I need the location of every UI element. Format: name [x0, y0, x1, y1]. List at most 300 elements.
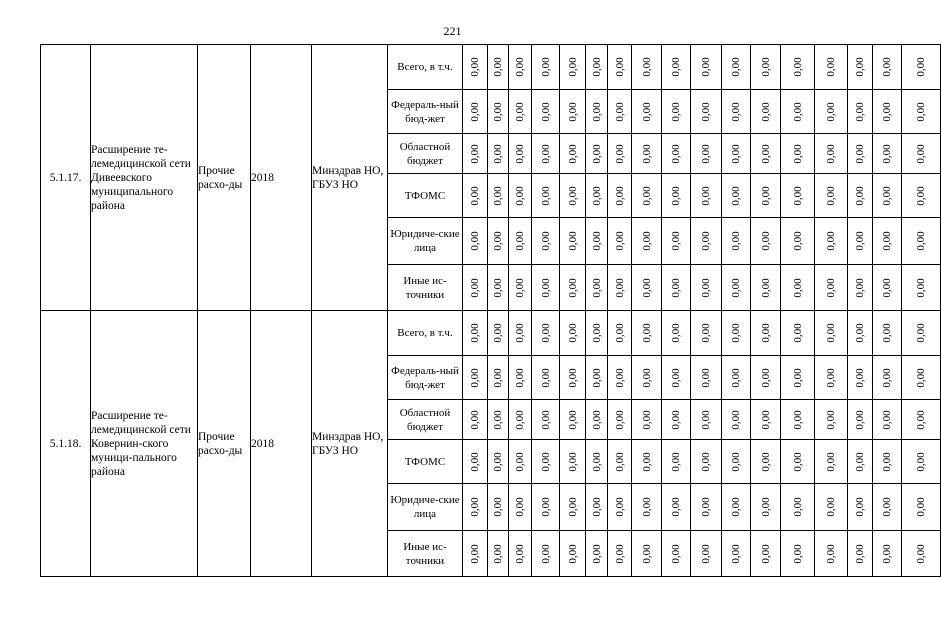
item-year: 2018 [251, 45, 312, 311]
value-text: 0,00 [670, 451, 682, 472]
value-cell [488, 90, 509, 134]
value-text: 0,00 [881, 409, 893, 430]
value-cell [662, 134, 691, 174]
value-text: 0,00 [469, 497, 481, 517]
value-cell [509, 356, 532, 400]
value-text: 0,00 [640, 231, 653, 251]
value-cell [848, 356, 873, 400]
value-text: 0,00 [640, 367, 653, 388]
value-text: 0,00 [670, 497, 682, 517]
value-cell [662, 174, 691, 218]
value-text: 0,00 [730, 409, 742, 430]
value-text: 0,00 [730, 101, 742, 122]
value-cell [662, 265, 691, 311]
value-cell [751, 265, 781, 311]
value-cell [560, 265, 586, 311]
value-text: 0,00 [791, 143, 804, 164]
value-cell [781, 356, 815, 400]
value-cell [873, 440, 902, 484]
value-cell [586, 174, 608, 218]
value-cell [848, 174, 873, 218]
value-text: 0,00 [539, 185, 552, 206]
value-text: 0,00 [469, 451, 481, 472]
value-cell [722, 440, 751, 484]
value-text: 0,00 [670, 231, 682, 251]
value-cell [560, 440, 586, 484]
value-cell [586, 356, 608, 400]
value-text: 0,00 [590, 185, 603, 206]
value-cell [902, 45, 941, 90]
value-cell [751, 531, 781, 577]
value-text: 0,00 [566, 543, 579, 564]
value-cell [632, 174, 662, 218]
value-cell [781, 400, 815, 440]
value-cell [632, 484, 662, 531]
value-cell [509, 218, 532, 265]
value-cell [781, 134, 815, 174]
expense-type: Прочие расхо-ды [198, 311, 251, 577]
value-text: 0,00 [613, 57, 626, 77]
value-text: 0,00 [590, 101, 603, 122]
value-cell [560, 356, 586, 400]
value-text: 0,00 [915, 323, 927, 343]
value-cell [662, 400, 691, 440]
value-cell [781, 311, 815, 356]
value-text: 0,00 [492, 543, 504, 564]
value-text: 0,00 [469, 101, 481, 122]
value-text: 0,00 [915, 143, 927, 164]
value-cell [632, 45, 662, 90]
value-cell [722, 265, 751, 311]
value-text: 0,00 [791, 543, 804, 564]
value-text: 0,00 [825, 277, 837, 298]
value-text: 0,00 [730, 323, 742, 343]
value-text: 0,00 [514, 323, 526, 343]
value-cell [532, 531, 560, 577]
value-cell [848, 311, 873, 356]
value-cell [632, 90, 662, 134]
value-text: 0,00 [539, 143, 552, 164]
value-cell [722, 90, 751, 134]
value-cell [815, 90, 848, 134]
value-text: 0,00 [514, 543, 526, 564]
value-cell [873, 174, 902, 218]
value-cell [848, 265, 873, 311]
value-cell [586, 265, 608, 311]
value-text: 0,00 [539, 543, 552, 564]
item-name: Расширение те-лемедицинской сети Дивеевского муниципального района [91, 45, 198, 311]
value-text: 0,00 [469, 143, 481, 164]
funding-source: ТФОМС [388, 174, 463, 218]
value-cell [722, 311, 751, 356]
value-cell [781, 265, 815, 311]
page-number: 221 [443, 24, 462, 38]
value-cell [815, 218, 848, 265]
value-cell [902, 484, 941, 531]
value-cell [751, 174, 781, 218]
value-text: 0,00 [469, 323, 481, 343]
value-cell [815, 484, 848, 531]
funding-source: Юридиче-ские лица [388, 484, 463, 531]
value-cell [488, 265, 509, 311]
value-text: 0,00 [613, 451, 626, 472]
value-cell [848, 218, 873, 265]
value-cell [815, 174, 848, 218]
value-text: 0,00 [566, 497, 579, 517]
value-text: 0,00 [539, 101, 552, 122]
value-cell [632, 265, 662, 311]
value-cell [463, 134, 488, 174]
value-text: 0,00 [854, 497, 866, 517]
value-text: 0,00 [791, 101, 804, 122]
value-text: 0,00 [566, 57, 579, 77]
value-cell [848, 90, 873, 134]
value-text: 0,00 [590, 451, 603, 472]
value-cell [586, 90, 608, 134]
value-cell [463, 174, 488, 218]
value-cell [463, 440, 488, 484]
value-cell [586, 45, 608, 90]
value-text: 0,00 [759, 231, 772, 251]
value-cell [815, 311, 848, 356]
value-cell [691, 311, 722, 356]
value-cell [848, 484, 873, 531]
value-cell [608, 45, 632, 90]
value-text: 0,00 [759, 101, 772, 122]
value-text: 0,00 [759, 57, 772, 77]
value-cell [509, 400, 532, 440]
value-text: 0,00 [700, 277, 712, 298]
value-cell [560, 400, 586, 440]
value-cell [691, 218, 722, 265]
value-text: 0,00 [640, 543, 653, 564]
value-text: 0,00 [700, 185, 712, 206]
value-cell [691, 531, 722, 577]
value-cell [532, 218, 560, 265]
value-text: 0,00 [670, 185, 682, 206]
value-cell [463, 45, 488, 90]
value-text: 0,00 [514, 451, 526, 472]
value-text: 0,00 [613, 497, 626, 517]
value-cell [873, 45, 902, 90]
value-cell [751, 356, 781, 400]
funding-source: Иные ис-точники [388, 265, 463, 311]
value-cell [815, 134, 848, 174]
value-text: 0,00 [670, 57, 682, 77]
value-cell [662, 218, 691, 265]
value-text: 0,00 [469, 277, 481, 298]
value-cell [848, 134, 873, 174]
value-cell [560, 218, 586, 265]
table-row [41, 311, 941, 356]
value-cell [509, 440, 532, 484]
value-cell [873, 400, 902, 440]
value-cell [691, 90, 722, 134]
funding-source: Юридиче-ские лица [388, 218, 463, 265]
value-text: 0,00 [566, 451, 579, 472]
value-cell [560, 174, 586, 218]
value-text: 0,00 [881, 451, 893, 472]
value-text: 0,00 [590, 143, 603, 164]
value-cell [873, 218, 902, 265]
value-text: 0,00 [514, 231, 526, 251]
value-cell [751, 134, 781, 174]
value-cell [532, 440, 560, 484]
value-text: 0,00 [590, 409, 603, 430]
value-cell [509, 311, 532, 356]
value-text: 0,00 [825, 143, 837, 164]
value-cell [691, 45, 722, 90]
value-text: 0,00 [854, 409, 866, 430]
value-cell [488, 134, 509, 174]
value-cell [608, 218, 632, 265]
value-cell [815, 45, 848, 90]
value-text: 0,00 [700, 409, 712, 430]
value-cell [608, 440, 632, 484]
value-text: 0,00 [854, 185, 866, 206]
value-text: 0,00 [730, 185, 742, 206]
value-cell [488, 531, 509, 577]
value-text: 0,00 [700, 101, 712, 122]
value-cell [488, 45, 509, 90]
value-text: 0,00 [825, 231, 837, 251]
value-text: 0,00 [670, 409, 682, 430]
value-cell [586, 400, 608, 440]
value-text: 0,00 [700, 323, 712, 343]
value-text: 0,00 [730, 143, 742, 164]
value-text: 0,00 [469, 367, 481, 388]
value-text: 0,00 [791, 409, 804, 430]
value-cell [722, 45, 751, 90]
value-cell [691, 356, 722, 400]
value-cell [488, 174, 509, 218]
value-cell [463, 484, 488, 531]
value-cell [560, 90, 586, 134]
value-text: 0,00 [539, 57, 552, 77]
value-text: 0,00 [700, 57, 712, 77]
value-cell [815, 440, 848, 484]
value-cell [902, 356, 941, 400]
funding-source: Всего, в т.ч. [388, 311, 463, 356]
value-text: 0,00 [791, 451, 804, 472]
value-cell [586, 531, 608, 577]
value-cell [691, 484, 722, 531]
value-text: 0,00 [854, 231, 866, 251]
value-text: 0,00 [759, 451, 772, 472]
value-cell [848, 531, 873, 577]
value-text: 0,00 [640, 101, 653, 122]
value-cell [632, 356, 662, 400]
value-text: 0,00 [492, 367, 504, 388]
value-cell [488, 218, 509, 265]
funding-source: Всего, в т.ч. [388, 45, 463, 90]
value-text: 0,00 [881, 143, 893, 164]
value-text: 0,00 [854, 543, 866, 564]
value-text: 0,00 [492, 57, 504, 77]
value-text: 0,00 [514, 277, 526, 298]
value-text: 0,00 [514, 101, 526, 122]
value-cell [532, 265, 560, 311]
value-cell [691, 400, 722, 440]
value-cell [608, 134, 632, 174]
value-cell [848, 440, 873, 484]
value-text: 0,00 [700, 367, 712, 388]
item-year: 2018 [251, 311, 312, 577]
value-cell [463, 90, 488, 134]
value-cell [509, 531, 532, 577]
value-text: 0,00 [566, 409, 579, 430]
value-cell [532, 174, 560, 218]
value-text: 0,00 [590, 497, 603, 517]
value-text: 0,00 [469, 57, 481, 77]
value-cell [751, 45, 781, 90]
value-cell [632, 311, 662, 356]
funding-source: Федераль-ный бюд-жет [388, 90, 463, 134]
value-text: 0,00 [854, 451, 866, 472]
value-cell [873, 484, 902, 531]
value-text: 0,00 [700, 543, 712, 564]
item-number: 5.1.17. [41, 45, 91, 311]
value-cell [751, 400, 781, 440]
value-cell [662, 45, 691, 90]
value-text: 0,00 [915, 451, 927, 472]
value-cell [815, 531, 848, 577]
value-text: 0,00 [759, 143, 772, 164]
value-cell [608, 400, 632, 440]
value-text: 0,00 [670, 277, 682, 298]
value-cell [815, 400, 848, 440]
value-text: 0,00 [825, 323, 837, 343]
value-text: 0,00 [759, 543, 772, 564]
value-cell [509, 174, 532, 218]
value-cell [463, 356, 488, 400]
value-cell [722, 356, 751, 400]
value-cell [532, 134, 560, 174]
value-text: 0,00 [613, 367, 626, 388]
value-text: 0,00 [539, 277, 552, 298]
value-cell [781, 218, 815, 265]
value-text: 0,00 [566, 323, 579, 343]
value-text: 0,00 [566, 277, 579, 298]
value-cell [532, 484, 560, 531]
value-cell [488, 400, 509, 440]
value-cell [873, 134, 902, 174]
value-text: 0,00 [514, 185, 526, 206]
table-row [41, 45, 941, 90]
value-cell [608, 174, 632, 218]
value-cell [848, 400, 873, 440]
value-cell [781, 45, 815, 90]
value-cell [509, 265, 532, 311]
value-cell [815, 265, 848, 311]
value-text: 0,00 [514, 367, 526, 388]
value-cell [560, 484, 586, 531]
value-text: 0,00 [881, 323, 893, 343]
value-text: 0,00 [881, 231, 893, 251]
value-cell [781, 440, 815, 484]
value-cell [662, 531, 691, 577]
value-text: 0,00 [881, 543, 893, 564]
value-cell [691, 134, 722, 174]
value-cell [560, 134, 586, 174]
value-text: 0,00 [670, 323, 682, 343]
value-text: 0,00 [881, 101, 893, 122]
value-text: 0,00 [613, 323, 626, 343]
value-text: 0,00 [915, 497, 927, 517]
value-cell [632, 531, 662, 577]
value-text: 0,00 [915, 367, 927, 388]
value-text: 0,00 [670, 367, 682, 388]
value-text: 0,00 [759, 497, 772, 517]
value-text: 0,00 [915, 543, 927, 564]
value-text: 0,00 [730, 497, 742, 517]
value-cell [662, 484, 691, 531]
value-text: 0,00 [881, 57, 893, 77]
value-cell [751, 90, 781, 134]
value-text: 0,00 [791, 367, 804, 388]
value-text: 0,00 [514, 409, 526, 430]
value-text: 0,00 [590, 323, 603, 343]
value-text: 0,00 [791, 185, 804, 206]
value-text: 0,00 [469, 185, 481, 206]
value-cell [488, 484, 509, 531]
value-cell [902, 174, 941, 218]
value-cell [608, 90, 632, 134]
value-text: 0,00 [590, 57, 603, 77]
funding-source: Областной бюджет [388, 400, 463, 440]
value-cell [586, 484, 608, 531]
value-text: 0,00 [514, 57, 526, 77]
value-text: 0,00 [730, 367, 742, 388]
value-text: 0,00 [590, 367, 603, 388]
value-text: 0,00 [613, 277, 626, 298]
value-text: 0,00 [640, 409, 653, 430]
value-cell [532, 400, 560, 440]
funding-source: Федераль-ный бюд-жет [388, 356, 463, 400]
value-text: 0,00 [915, 409, 927, 430]
value-text: 0,00 [640, 497, 653, 517]
value-cell [560, 311, 586, 356]
expense-type: Прочие расхо-ды [198, 45, 251, 311]
value-text: 0,00 [640, 277, 653, 298]
value-text: 0,00 [700, 143, 712, 164]
value-cell [632, 134, 662, 174]
value-cell [608, 531, 632, 577]
value-text: 0,00 [791, 497, 804, 517]
value-cell [691, 265, 722, 311]
value-cell [586, 311, 608, 356]
value-cell [902, 311, 941, 356]
value-cell [781, 90, 815, 134]
value-cell [751, 440, 781, 484]
value-cell [532, 90, 560, 134]
value-text: 0,00 [730, 543, 742, 564]
value-cell [632, 218, 662, 265]
value-text: 0,00 [854, 277, 866, 298]
value-cell [722, 484, 751, 531]
value-cell [662, 311, 691, 356]
value-text: 0,00 [759, 277, 772, 298]
value-text: 0,00 [640, 143, 653, 164]
value-text: 0,00 [791, 57, 804, 77]
value-cell [532, 45, 560, 90]
value-cell [722, 134, 751, 174]
value-cell [873, 311, 902, 356]
funding-source: Иные ис-точники [388, 531, 463, 577]
value-cell [781, 174, 815, 218]
value-cell [902, 90, 941, 134]
value-text: 0,00 [492, 231, 504, 251]
